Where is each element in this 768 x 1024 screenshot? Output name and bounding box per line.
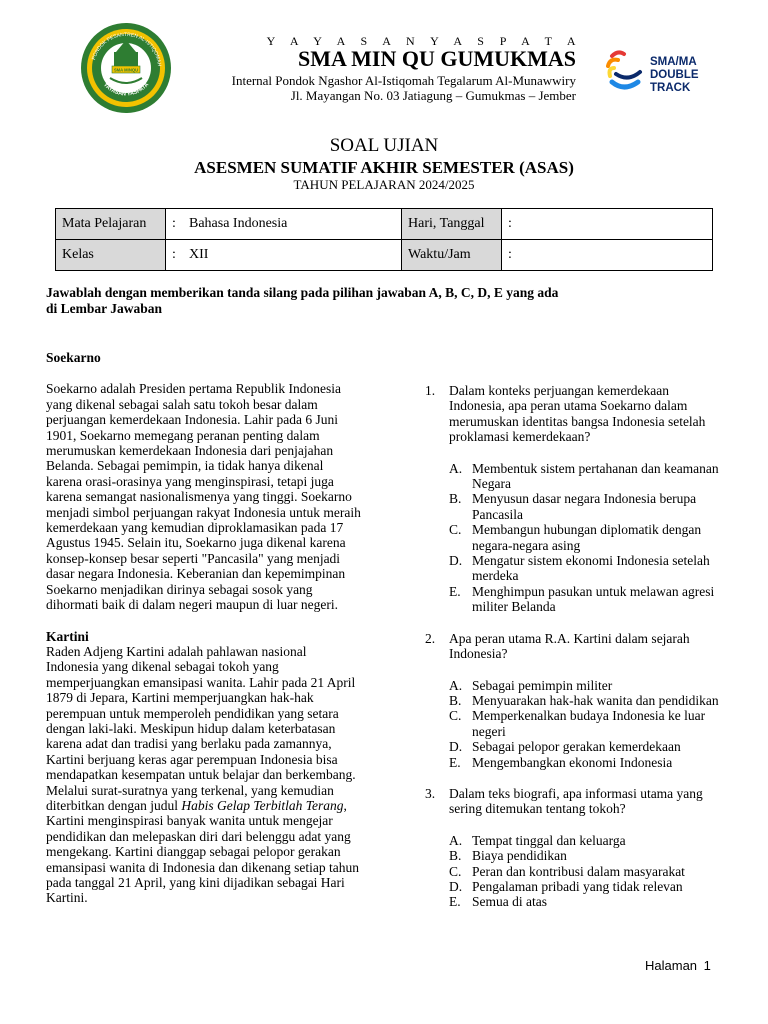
- foundation-name: Y A Y A S A N Y A S P A T A: [266, 34, 582, 48]
- class-label: Kelas: [56, 240, 166, 271]
- option-letter: B.: [449, 491, 462, 507]
- school-affiliation: Internal Pondok Ngashor Al-Istiqomah Tegalarum Al-Munawwiry: [231, 73, 576, 88]
- subject-label: Mata Pelajaran: [56, 209, 166, 240]
- questions-list: [425, 383, 725, 926]
- question-1: [425, 383, 725, 615]
- double-track-logo: [606, 48, 736, 96]
- option-text: Biaya pendidikan: [472, 848, 567, 864]
- option-text: Tempat tinggal dan keluarga: [472, 832, 626, 848]
- option-letter: C.: [449, 708, 462, 724]
- colon: :: [172, 247, 176, 262]
- option-letter: D.: [449, 553, 463, 569]
- page-label: Halaman: [645, 958, 698, 973]
- option-letter: B.: [449, 848, 462, 864]
- question-text: Dalam teks biografi, apa informasi utama yang sering ditemukan tentang tokoh?: [449, 785, 703, 817]
- instructions: Jawablah dengan memberikan tanda silang pada pilihan jawaban A, B, C, D, E yang ada di Lembar Jawaban: [46, 285, 559, 316]
- class-value-cell: [166, 240, 402, 271]
- reading-passages: [46, 350, 362, 906]
- logo-line-3: TRACK: [650, 82, 691, 94]
- option-text: Menghimpun pasukan untuk melawan agresi militer Belanda: [472, 583, 715, 615]
- answer-option: [449, 461, 725, 492]
- logo-line-2: DOUBLE: [650, 69, 699, 81]
- passage-text-soekarno: Soekarno adalah Presiden pertama Republik Indonesia yang dikenal sebagai salah satu tokoh besar dalam perjuangan kemerdekaan Indonesia. Lahir pada 6 Juni 1901, Soekarno memegang peranan penting dalam merumuskan kemerdekaan Indonesia dari penjajahan Belanda. Sebagai pemimpin, ia tidak hanya dikenal karena orasi-orasinya yang menginspirasi, tetapi juga karena semangat nasionalismenya yang tinggi. Soekarno menjadi simbol perjuangan rakyat Indonesia untuk meraih kemerdekaan yang kemudian diproklamasikan pada 17 Agustus 1945. Selain itu, Soekarno juga dikenal karena konsep-konsep besar seperti "Pancasila" yang menjadi dasar negara Indonesia. Keberanian dan kepemimpinan Soekarno menjadikan dirinya sebagai sosok yang dihormati baik di dalam negeri maupun di luar negeri.: [46, 381, 361, 613]
- option-letter: A.: [449, 460, 463, 476]
- option-text: Memperkenalkan budaya Indonesia ke luar negeri: [472, 708, 706, 739]
- answer-option: [449, 848, 725, 863]
- question-text: Dalam konteks perjuangan kemerdekaan Indonesia, apa peran utama Soekarno dalam merumuskan identitas bangsa Indonesia setelah proklamasi kemerdekaan?: [449, 383, 706, 445]
- question-3: [425, 786, 725, 910]
- option-letter: E.: [449, 583, 461, 599]
- option-text: Sebagai pelopor gerakan kemerdekaan: [472, 739, 681, 755]
- option-letter: A.: [449, 832, 463, 848]
- answer-option: [449, 678, 725, 693]
- exam-title: SOAL UJIAN: [329, 135, 439, 156]
- school-name: SMA MIN QU GUMUKMAS: [297, 46, 576, 71]
- option-letter: A.: [449, 677, 463, 693]
- passage-text-part: Raden Adjeng Kartini adalah pahlawan nasional Indonesia yang dikenal sebagai tokoh yang memperjuangkan emansipasi wanita. Lahir pada 21 April 1879 di Jepara, Kartini memperjuangkan hak-hak perempuan untuk memperoleh pendidikan yang setara dengan laki-laki. Meskipun hidup dalam keterbatasan karena adat dan tradisi yang berlaku pada zamannya, Kartini berjuang keras agar perempuan Indonesia bisa mendapatkan kesempatan untuk belajar dan berkembang. Melalui surat-suratnya yang terkenal, yang kemudian diterbitkan dengan judul: [46, 643, 356, 813]
- date-label: Hari, Tanggal: [402, 209, 502, 240]
- option-letter: C.: [449, 522, 462, 538]
- book-title: Habis Gelap Terbitlah Terang: [181, 797, 344, 813]
- option-letter: E.: [449, 754, 461, 770]
- option-text: Pengalaman pribadi yang tidak relevan: [472, 878, 683, 894]
- question-2: [425, 631, 725, 770]
- answer-option: [449, 894, 725, 909]
- option-letter: B.: [449, 692, 462, 708]
- question-number: 2.: [425, 630, 436, 646]
- option-text: Peran dan kontribusi dalam masyarakat: [472, 863, 685, 879]
- answer-option: [449, 553, 725, 584]
- school-address: Jl. Mayangan No. 03 Jatiagung – Gumukmas – Jember: [290, 88, 576, 103]
- option-letter: D.: [449, 739, 463, 755]
- time-value-cell: [502, 240, 713, 271]
- table-row: [56, 209, 713, 240]
- answer-option: [449, 584, 725, 615]
- logo-school-text: SMA MINQU: [113, 67, 139, 73]
- school-logo: [80, 22, 172, 114]
- passage-text-part: , Kartini menginspirasi banyak wanita untuk mengejar pendidikan dan melepaskan diri dari belenggu adat yang mengekang. Kartini dianggap sebagai pelopor gerakan emansipasi wanita di Indonesia dan dikenang setiap tahun pada tanggal 21 April, yang kini dijadikan sebagai Hari Kartini.: [46, 797, 360, 906]
- option-text: Membentuk sistem pertahanan dan keamanan Negara: [472, 460, 719, 492]
- passage-heading-kartini: Kartini: [46, 628, 89, 644]
- date-value-cell: [502, 209, 713, 240]
- option-text: Sebagai pemimpin militer: [472, 677, 613, 693]
- answer-option: [449, 833, 725, 848]
- academic-year: TAHUN PELAJARAN 2024/2025: [293, 177, 475, 192]
- subject-value-cell: [166, 209, 402, 240]
- option-letter: C.: [449, 863, 462, 879]
- option-letter: D.: [449, 878, 463, 894]
- option-text: Mengatur sistem ekonomi Indonesia setelah merdeka: [472, 553, 710, 584]
- colon: :: [172, 216, 176, 231]
- answer-option: [449, 755, 725, 770]
- answer-option: [449, 522, 725, 553]
- answer-option: [449, 879, 725, 894]
- answer-option: [449, 864, 725, 879]
- option-text: Mengembangkan ekonomi Indonesia: [472, 754, 673, 770]
- page-footer: [645, 958, 711, 973]
- option-text: Membangun hubungan diplomatik dengan negara-negara asing: [472, 522, 702, 553]
- exam-subtitle: ASESMEN SUMATIF AKHIR SEMESTER (ASAS): [194, 158, 574, 177]
- svg-text:PONDOK PESANTREN AL-ISTIQOMAH: PONDOK PESANTREN AL-ISTIQOMAH: [91, 31, 162, 67]
- logo-line-1: SMA/MA: [650, 56, 697, 68]
- colon: :: [508, 247, 512, 262]
- colon: :: [508, 216, 512, 231]
- subject-value: Bahasa Indonesia: [189, 216, 288, 231]
- answer-option: [449, 739, 725, 754]
- option-letter: E.: [449, 894, 461, 910]
- class-value: XII: [189, 247, 209, 262]
- question-number: 1.: [425, 383, 436, 398]
- option-text: Menyuarakan hak-hak wanita dan pendidikan: [472, 692, 719, 708]
- exam-info-table: [55, 208, 713, 271]
- answer-option: [449, 693, 725, 708]
- page-number: 1: [703, 958, 711, 973]
- option-text: Semua di atas: [472, 894, 547, 910]
- option-text: Menyusun dasar negara Indonesia berupa Pancasila: [472, 491, 697, 522]
- answer-option: [449, 708, 725, 739]
- time-label: Waktu/Jam: [402, 240, 502, 271]
- logo-foundation-text: YAYASAN YASPATA: [101, 81, 151, 98]
- answer-option: [449, 491, 725, 522]
- table-row: [56, 240, 713, 271]
- passage-heading-soekarno: Soekarno: [46, 350, 101, 365]
- passage-text-kartini: [46, 644, 362, 906]
- question-number: 3.: [425, 785, 436, 801]
- question-text: Apa peran utama R.A. Kartini dalam sejarah Indonesia?: [449, 630, 690, 662]
